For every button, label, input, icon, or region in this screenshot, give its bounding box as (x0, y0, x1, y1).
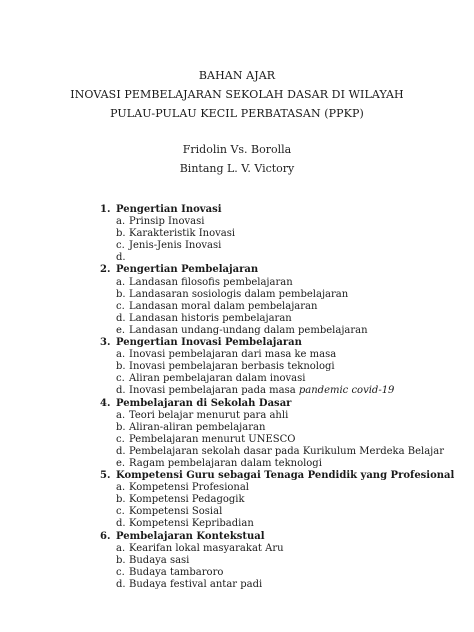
outline-item (100, 434, 470, 446)
item-letter: a. (116, 482, 126, 494)
item-letter: a. (116, 409, 126, 421)
outline-item (100, 482, 470, 494)
section-number: 1. (100, 204, 111, 215)
outline-section (100, 264, 470, 337)
item-letter: e. (116, 324, 126, 336)
item-text: Inovasi pembelajaran pada masa (129, 385, 299, 397)
item-text: Aliran-aliran pembelajaran (129, 421, 266, 433)
item-text: Teori belajar menurut para ahli (129, 409, 289, 421)
section-number: 4. (100, 397, 111, 409)
item-letter: a. (116, 276, 126, 288)
item-letter: c. (116, 433, 125, 445)
outline-item (100, 506, 470, 518)
section-title: Pembelajaran Kontekstual (116, 530, 265, 542)
item-text: Kompetensi Pedagogik (129, 494, 245, 506)
item-text: Pembelajaran menurut UNESCO (129, 433, 296, 445)
item-letter: c. (116, 240, 125, 252)
section-title: Pengertian Inovasi Pembelajaran (116, 337, 302, 349)
item-letter: c. (116, 566, 125, 578)
item-letter: c. (116, 506, 125, 518)
item-text: Kearifan lokal masyarakat Aru (129, 542, 284, 554)
item-text: Inovasi pembelajaran berbasis teknologi (129, 361, 335, 373)
outline-item (100, 301, 470, 313)
outline-item (100, 313, 470, 325)
item-letter: a. (116, 216, 126, 228)
section-number: 2. (100, 264, 111, 276)
outline-item (100, 349, 470, 361)
item-text-italic: pandemic covid-19 (298, 385, 395, 397)
title-line: INOVASI PEMBELAJARAN SEKOLAH DASAR DI WILAYAH (70, 88, 404, 101)
outline-item (100, 579, 470, 591)
item-text: Landasaran sosiologis dalam pembelajaran (129, 288, 349, 300)
item-text: Karakteristik Inovasi (129, 228, 236, 240)
item-letter: b. (116, 421, 126, 433)
document-title (0, 66, 474, 123)
item-letter: c. (116, 300, 125, 312)
outline-item (100, 458, 470, 470)
section-title: Pengertian Inovasi (116, 204, 222, 215)
outline-item (100, 361, 470, 373)
item-letter: b. (116, 554, 126, 566)
item-text: Prinsip Inovasi (129, 216, 205, 228)
table-of-contents (100, 204, 470, 591)
item-text: Budaya tambaroro (129, 566, 224, 578)
outline-item (100, 289, 470, 301)
outline-item (100, 216, 470, 228)
outline-item (100, 252, 470, 264)
outline-item (100, 228, 470, 240)
item-text: Landasan undang-undang dalam pembelajaran (129, 324, 368, 336)
outline-item (100, 422, 470, 434)
item-text: Budaya festival antar padi (129, 578, 263, 590)
outline-section (100, 398, 470, 471)
section-title: Kompetensi Guru sebagai Tenaga Pendidik yang Profesional (116, 470, 455, 482)
outline-item (100, 240, 470, 252)
item-text: Aliran pembelajaran dalam inovasi (129, 373, 306, 385)
section-heading (100, 470, 470, 482)
item-letter: a. (116, 349, 126, 361)
section-number: 3. (100, 337, 111, 349)
item-letter: d. (116, 385, 126, 397)
item-text: Landasan historis pembelajaran (129, 312, 292, 324)
item-text: Ragam pembelajaran dalam teknologi (129, 457, 322, 469)
item-text: Landasan moral dalam pembelajaran (129, 300, 318, 312)
section-heading (100, 531, 470, 543)
item-text: Kompetensi Sosial (129, 506, 223, 518)
item-letter: d. (116, 312, 126, 324)
outline-item (100, 518, 470, 530)
item-letter: d. (116, 518, 126, 530)
item-text: Jenis-Jenis Inovasi (129, 240, 222, 252)
section-heading (100, 264, 470, 276)
item-letter: b. (116, 228, 126, 240)
section-heading (100, 204, 470, 216)
section-number: 5. (100, 470, 111, 482)
outline-item (100, 277, 470, 289)
outline-item (100, 446, 470, 458)
section-title: Pembelajaran di Sekolah Dasar (116, 397, 292, 409)
item-letter: b. (116, 361, 126, 373)
item-letter: d. (116, 578, 126, 590)
outline-section (100, 531, 470, 591)
author-name: Fridolin Vs. Borolla (182, 143, 292, 156)
outline-item (100, 494, 470, 506)
section-heading (100, 398, 470, 410)
item-text: Landasan filosofis pembelajaran (129, 276, 293, 288)
outline-item (100, 555, 470, 567)
title-line: PULAU-PULAU KECIL PERBATASAN (PPKP) (110, 107, 364, 120)
item-letter: e. (116, 457, 126, 469)
outline-item (100, 385, 470, 397)
item-text: Pembelajaran sekolah dasar pada Kurikulum Merdeka Belajar (129, 445, 445, 457)
item-text: Kompetensi Profesional (129, 482, 250, 494)
section-heading (100, 337, 470, 349)
item-letter: d. (116, 445, 126, 457)
item-text: Budaya sasi (129, 554, 190, 566)
title-line: BAHAN AJAR (198, 69, 276, 82)
item-letter: b. (116, 288, 126, 300)
outline-section (100, 337, 470, 397)
author-name: Bintang L. V. Victory (179, 162, 295, 175)
outline-item (100, 373, 470, 385)
item-text: Inovasi pembelajaran dari masa ke masa (129, 349, 337, 361)
item-letter: c. (116, 373, 125, 385)
section-number: 6. (100, 530, 111, 542)
item-letter: d. (116, 252, 126, 264)
item-letter: a. (116, 542, 126, 554)
outline-section (100, 204, 470, 264)
section-title: Pengertian Pembelajaran (116, 264, 259, 276)
item-letter: b. (116, 494, 126, 506)
outline-item (100, 567, 470, 579)
outline-item (100, 543, 470, 555)
outline-item (100, 410, 470, 422)
authors (0, 140, 474, 178)
item-text: Kompetensi Kepribadian (129, 518, 254, 530)
outline-item (100, 325, 470, 337)
outline-section (100, 470, 470, 530)
